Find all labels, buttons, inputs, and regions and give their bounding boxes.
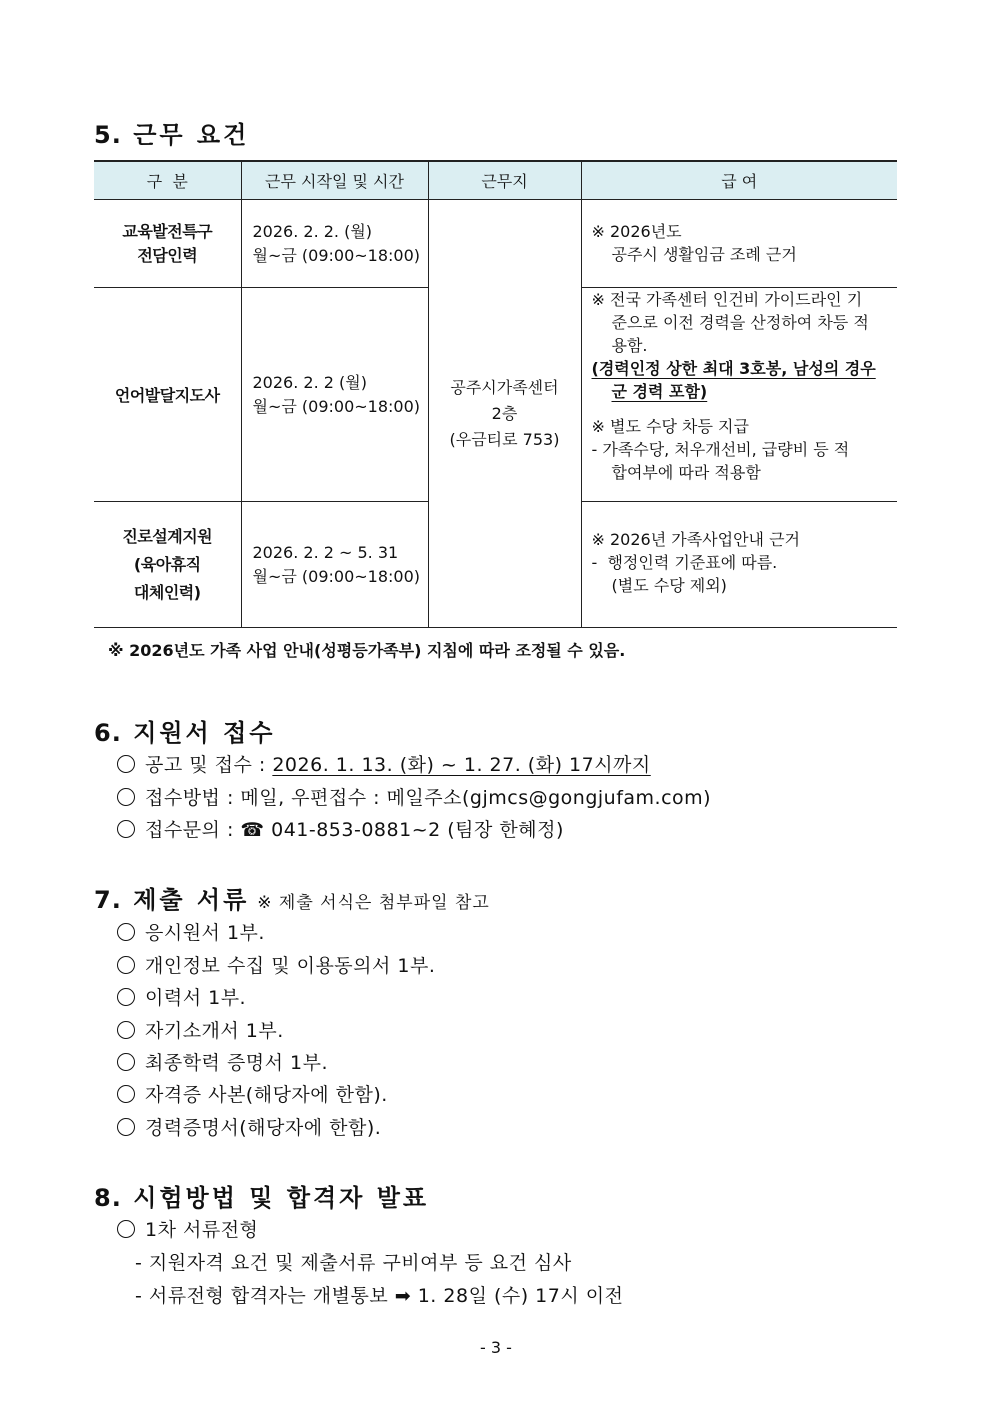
time-cell: 2026. 2. 2. (월) 월~금 (09:00~18:00) (241, 200, 428, 288)
header-location: 근무지 (428, 161, 581, 200)
circle-bullet-icon (117, 923, 135, 941)
category-cell: 진로설계지원 (육아휴직 대체인력) (94, 502, 241, 628)
work-requirements-table (94, 160, 897, 628)
circle-bullet-icon (117, 788, 135, 806)
list-item: 자격증 사본(해당자에 한함). (117, 1080, 388, 1107)
list-item: 1차 서류전형 (117, 1215, 258, 1242)
location-cell: 공주시가족센터 2층 (우금티로 753) (428, 200, 581, 628)
list-item: 접수문의 : ☎ 041-853-0881~2 (팀장 한혜정) (117, 815, 564, 842)
list-item: 자기소개서 1부. (117, 1016, 284, 1043)
list-item: 공고 및 접수 : 2026. 1. 13. (화) ~ 1. 27. (화) 17시까지 (117, 750, 651, 777)
section6-title: 6. 지원서 접수 (94, 719, 276, 747)
category-cell: 교육발전특구 전담인력 (94, 200, 241, 288)
section5-title: 5. 근무 요건 (94, 121, 250, 149)
sub-list-item: - 서류전형 합격자는 개별통보 ➡ 1. 28일 (수) 17시 이전 (135, 1285, 624, 1307)
list-item: 경력증명서(해당자에 한함). (117, 1113, 381, 1140)
circle-bullet-icon (117, 1220, 135, 1238)
section8-title: 8. 시험방법 및 합격자 발표 (94, 1184, 430, 1212)
circle-bullet-icon (117, 1021, 135, 1039)
circle-bullet-icon (117, 1085, 135, 1103)
table-footnote: ※ 2026년도 가족 사업 안내(성평등가족부) 지침에 따라 조정될 수 있음. (108, 641, 626, 660)
header-start-time: 근무 시작일 및 시간 (241, 161, 428, 200)
salary-cell: ※ 2026년 가족사업안내 근거 - 행정인력 기준표에 따름. (별도 수당 제외) (581, 502, 897, 628)
circle-bullet-icon (117, 820, 135, 838)
table-header-row (94, 161, 897, 200)
list-item: 이력서 1부. (117, 983, 246, 1010)
circle-bullet-icon (117, 1118, 135, 1136)
salary-cell: ※ 2026년도 공주시 생활임금 조례 근거 (581, 200, 897, 288)
salary-cell: ※ 전국 가족센터 인건비 가이드라인 기 준으로 이전 경력을 산정하여 차등 적 용함. (경력인정 상한 최대 3호봉, 남성의 경우 군 경력 포함) ※ 별도 수당 차등 지급 - 가족수당, 처우개선비, 급량비 등 적 합여부에 따라 적용함 (581, 288, 897, 502)
list-item: 응시원서 1부. (117, 918, 265, 945)
list-item: 최종학력 증명서 1부. (117, 1048, 328, 1075)
time-cell: 2026. 2. 2 ~ 5. 31 월~금 (09:00~18:00) (241, 502, 428, 628)
table-row (94, 200, 897, 288)
circle-bullet-icon (117, 988, 135, 1006)
circle-bullet-icon (117, 755, 135, 773)
section7-title: 7. 제출 서류 ※ 제출 서식은 첨부파일 참고 (94, 886, 490, 914)
circle-bullet-icon (117, 956, 135, 974)
page-number: - 3 - (480, 1338, 512, 1357)
header-salary: 급 여 (581, 161, 897, 200)
time-cell: 2026. 2. 2 (월) 월~금 (09:00~18:00) (241, 288, 428, 502)
circle-bullet-icon (117, 1053, 135, 1071)
list-item: 접수방법 : 메일, 우편접수 : 메일주소(gjmcs@gongjufam.com) (117, 783, 711, 810)
category-cell: 언어발달지도사 (94, 288, 241, 502)
header-category: 구 분 (94, 161, 241, 200)
sub-list-item: - 지원자격 요건 및 제출서류 구비여부 등 요건 심사 (135, 1252, 572, 1274)
list-item: 개인정보 수집 및 이용동의서 1부. (117, 951, 435, 978)
